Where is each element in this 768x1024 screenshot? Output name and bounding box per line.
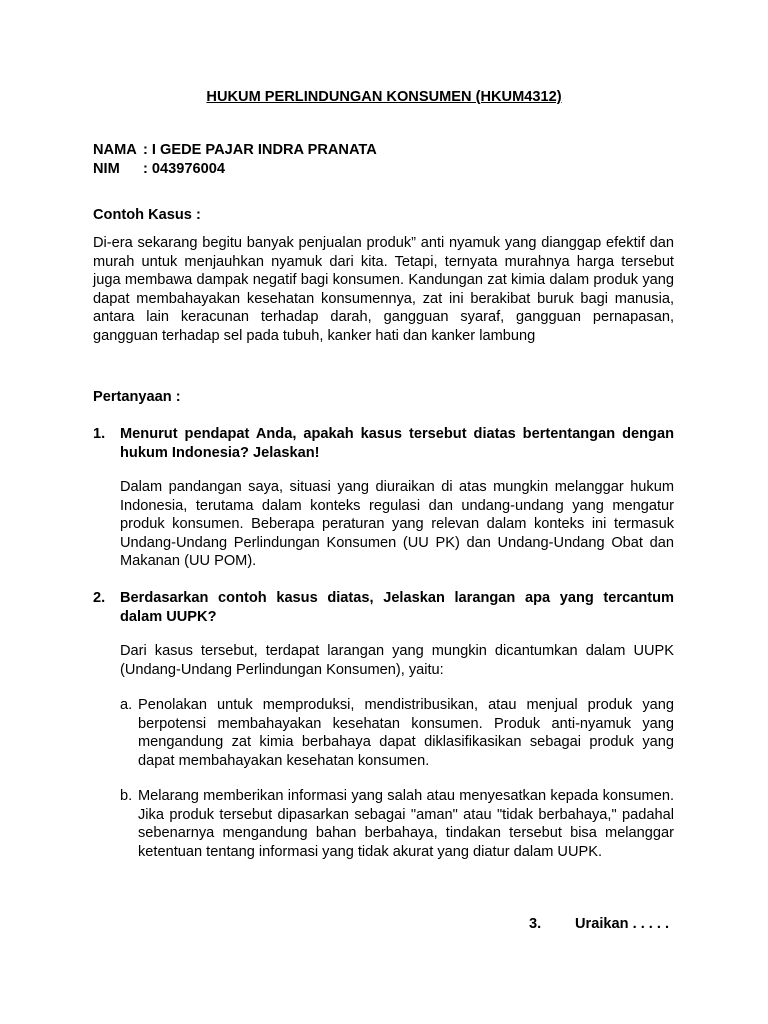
case-text: Di-era sekarang begitu banyak penjualan produk” anti nyamuk yang dianggap efektif dan murah untuk menjauhkan nyamuk dari kita. Tetapi, ternyata murahnya harga tersebut juga membawa dampak negatif bagi konsumen. Kandungan zat kimia dalam produk yang dapat membahayakan kesehatan konsumennya, zat ini berakibat buruk bagi manusia, antara lain keracunan terhadap darah, gangguan syaraf, gangguan pernapasan, gangguan terhadap sel pada tubuh, kanker hati dan kanker lambung bbox=[93, 235, 674, 344]
questions-heading: Pertanyaan : bbox=[93, 389, 181, 405]
question-text: Uraikan . . . . . bbox=[575, 916, 670, 932]
question-text: Berdasarkan contoh kasus diatas, Jelaskan larangan apa yang tercantum dalam UUPK? bbox=[120, 590, 674, 625]
item-text: Penolakan untuk memproduksi, mendistribusikan, atau menjual produk yang berpotensi membahayakan kesehatan konsumen. Produk anti-nyamuk yang mengandung zat kimia berbahaya dapat diklasifikasikan sebagai produk yang dapat membahayakan kesehatan konsumen. bbox=[138, 697, 674, 769]
nim-value: : 043976004 bbox=[143, 161, 225, 177]
item-letter: b. bbox=[120, 788, 133, 804]
question-number: 3. bbox=[529, 916, 542, 932]
item-text: Melarang memberikan informasi yang salah atau menyesatkan kepada konsumen. Jika produk tersebut dipasarkan sebagai "aman" atau "tidak berbahaya," padahal sebenarnya mengandung bahan berbahaya, tindakan tersebut bisa melanggar ketentuan tentang informasi yang tidak akurat yang diatur dalam UUPK. bbox=[138, 788, 674, 860]
answer-2-intro: Dari kasus tersebut, terdapat larangan yang mungkin dicantumkan dalam UUPK (Undang-Undang Perlindungan Konsumen), yaitu: bbox=[120, 643, 674, 678]
name-value: : I GEDE PAJAR INDRA PRANATA bbox=[143, 142, 377, 158]
name-label: NAMA bbox=[93, 142, 137, 158]
student-nim bbox=[93, 160, 225, 179]
question-3 bbox=[529, 915, 669, 934]
question-1 bbox=[93, 425, 674, 462]
list-item bbox=[120, 787, 674, 861]
nim-label: NIM bbox=[93, 161, 120, 177]
case-heading: Contoh Kasus : bbox=[93, 207, 201, 223]
answer-1: Dalam pandangan saya, situasi yang diuraikan di atas mungkin melanggar hukum Indonesia, terutama dalam konteks regulasi dan undang-undang yang mengatur produk konsumen. Beberapa peraturan yang relevan dalam konteks ini termasuk Undang-Undang Perlindungan Konsumen (UU PK) dan Undang-Undang Obat dan Makanan (UU POM). bbox=[120, 479, 674, 569]
document-title: HUKUM PERLINDUNGAN KONSUMEN (HKUM4312) bbox=[206, 89, 562, 105]
question-2 bbox=[93, 589, 674, 626]
item-letter: a. bbox=[120, 697, 133, 713]
student-name bbox=[93, 141, 377, 160]
question-text: Menurut pendapat Anda, apakah kasus tersebut diatas bertentangan dengan hukum Indonesia? Jelaskan! bbox=[120, 426, 674, 461]
question-number: 1. bbox=[93, 426, 106, 442]
list-item bbox=[120, 696, 674, 770]
question-number: 2. bbox=[93, 590, 106, 606]
